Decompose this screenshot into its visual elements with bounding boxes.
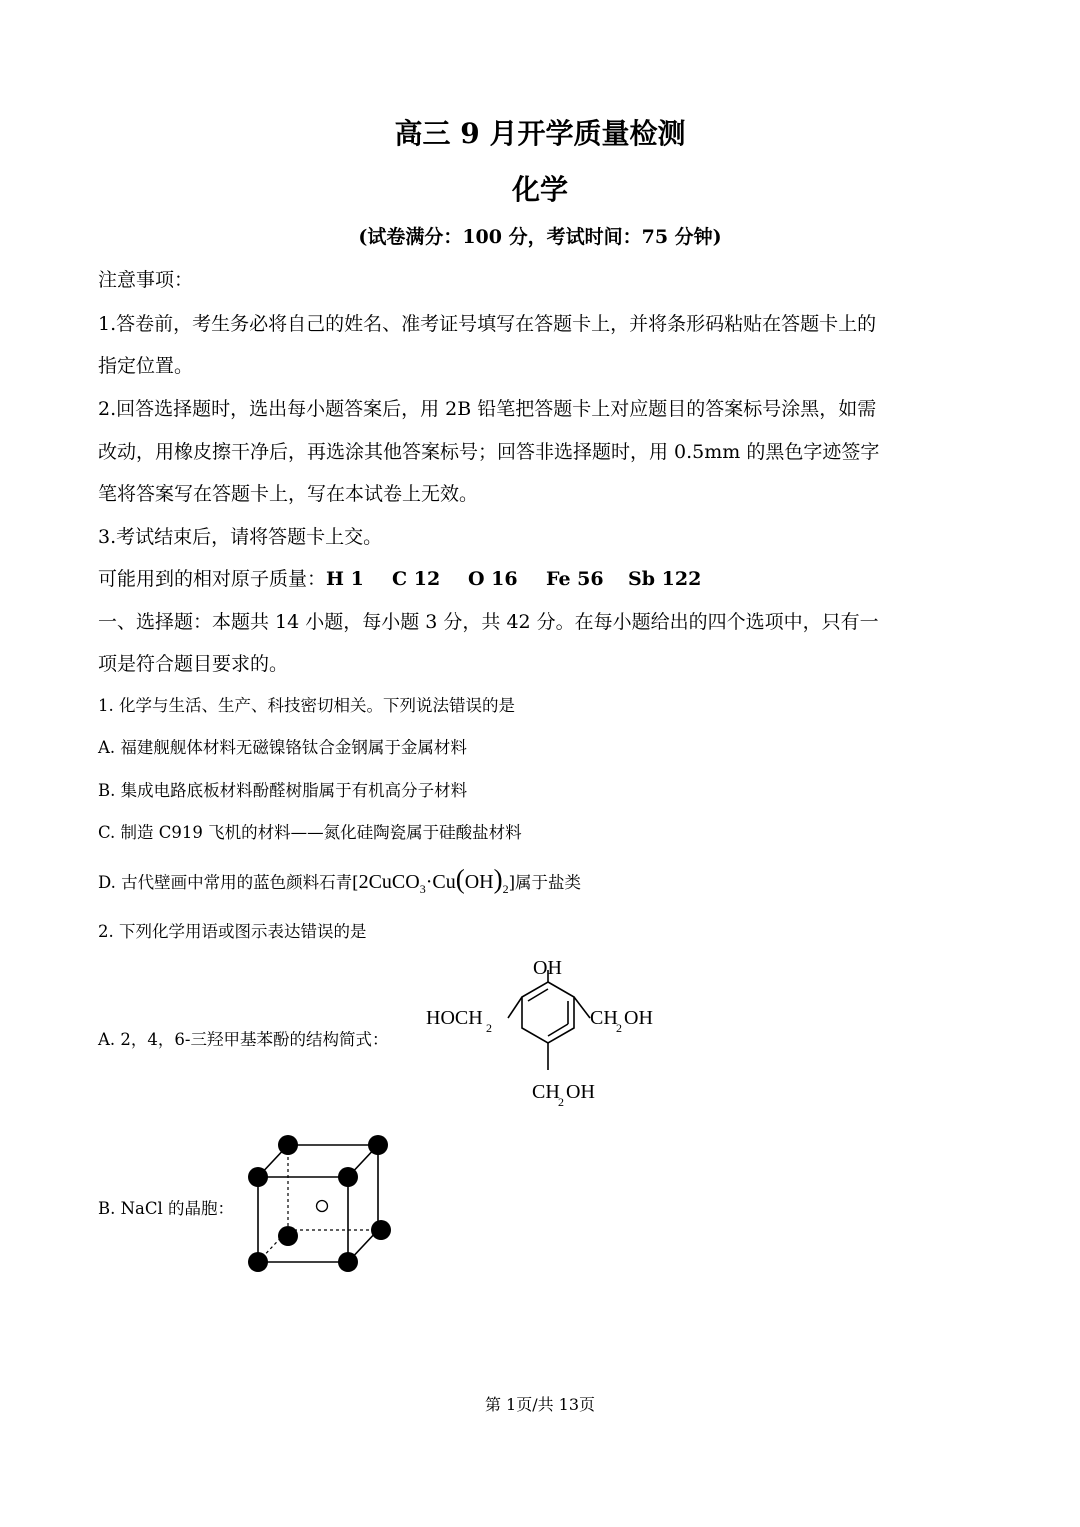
svg-text:2: 2 bbox=[558, 1095, 564, 1109]
svg-text:CH: CH bbox=[532, 1081, 560, 1103]
notes-item-2-line-1: 2.回答选择题时，选出每小题答案后，用 2B 铅笔把答题卡上对应题目的答案标号涂黑，如需 bbox=[98, 398, 877, 420]
svg-text:OH: OH bbox=[624, 1007, 653, 1029]
q1-option-d-suffix: ]属于盐类 bbox=[508, 873, 582, 892]
notes-item-2-line-3: 笔将答案写在答题卡上，写在本试卷上无效。 bbox=[98, 483, 479, 505]
svg-text:2: 2 bbox=[486, 1021, 492, 1035]
exam-info: (试卷满分：100 分，考试时间：75 分钟) bbox=[358, 226, 722, 248]
notes-item-2-line-2: 改动，用橡皮擦干净后，再选涂其他答案标号；回答非选择题时，用 0.5mm 的黑色字迹签字 bbox=[98, 441, 880, 463]
section-1-line-2: 项是符合题目要求的。 bbox=[98, 653, 289, 675]
svg-text:HOCH: HOCH bbox=[426, 1007, 483, 1029]
atomic-masses bbox=[98, 564, 701, 591]
q1-option-d bbox=[98, 864, 581, 897]
section-1-line-1: 一、选择题：本题共 14 小题，每小题 3 分，共 42 分。在每小题给出的四个选项中，只有一 bbox=[98, 611, 879, 633]
notes-item-1-line-1: 1.答卷前，考生务必将自己的姓名、准考证号填写在答题卡上，并将条形码粘贴在答题卡上的 bbox=[98, 313, 877, 335]
atomic-mass-fe: Fe 56 bbox=[546, 568, 604, 590]
svg-text:2: 2 bbox=[616, 1021, 622, 1035]
nacl-unit-cell bbox=[240, 1130, 400, 1280]
svg-text:CH: CH bbox=[590, 1007, 618, 1029]
q1-formula: $2CuCO_3\cdot Cu(OH)_2$ bbox=[358, 864, 509, 896]
notes-item-3: 3.考试结束后，请将答题卡上交。 bbox=[98, 526, 383, 548]
page-footer: 第 1页/共 13页 bbox=[484, 1395, 596, 1414]
q1-option-d-prefix: D. 古代壁画中常用的蓝色颜料石青[ bbox=[98, 873, 359, 892]
atomic-mass-o: O 16 bbox=[468, 568, 518, 590]
notes-heading: 注意事项： bbox=[98, 269, 194, 291]
q2-option-b-label: B. NaCl 的晶胞： bbox=[98, 1199, 235, 1218]
svg-text:OH: OH bbox=[533, 957, 562, 979]
q1-option-c: C. 制造 C919 飞机的材料——氮化硅陶瓷属于硅酸盐材料 bbox=[98, 823, 522, 842]
q2-stem: 2. 下列化学用语或图示表达错误的是 bbox=[98, 922, 367, 941]
q1-option-b: B. 集成电路底板材料酚醛树脂属于有机高分子材料 bbox=[98, 781, 468, 800]
q1-stem: 1. 化学与生活、生产、科技密切相关。下列说法错误的是 bbox=[98, 696, 515, 715]
q2-option-a-label: A. 2，4，6-三羟甲基苯酚的结构简式： bbox=[98, 1030, 389, 1049]
subject-title: 化学 bbox=[511, 173, 568, 206]
atomic-masses-label: 可能用到的相对原子质量： bbox=[98, 568, 327, 590]
svg-text:OH: OH bbox=[566, 1081, 595, 1103]
trihydroxymethylphenol-structure bbox=[420, 952, 680, 1112]
atomic-mass-sb: Sb 122 bbox=[628, 568, 702, 590]
atomic-mass-c: C 12 bbox=[392, 568, 441, 590]
q1-option-a: A. 福建舰舰体材料无磁镍铬钛合金钢属于金属材料 bbox=[98, 738, 467, 757]
atomic-mass-h: H 1 bbox=[326, 568, 364, 590]
notes-item-1-line-2: 指定位置。 bbox=[98, 355, 194, 377]
exam-title: 高三 9 月开学质量检测 bbox=[394, 117, 686, 150]
